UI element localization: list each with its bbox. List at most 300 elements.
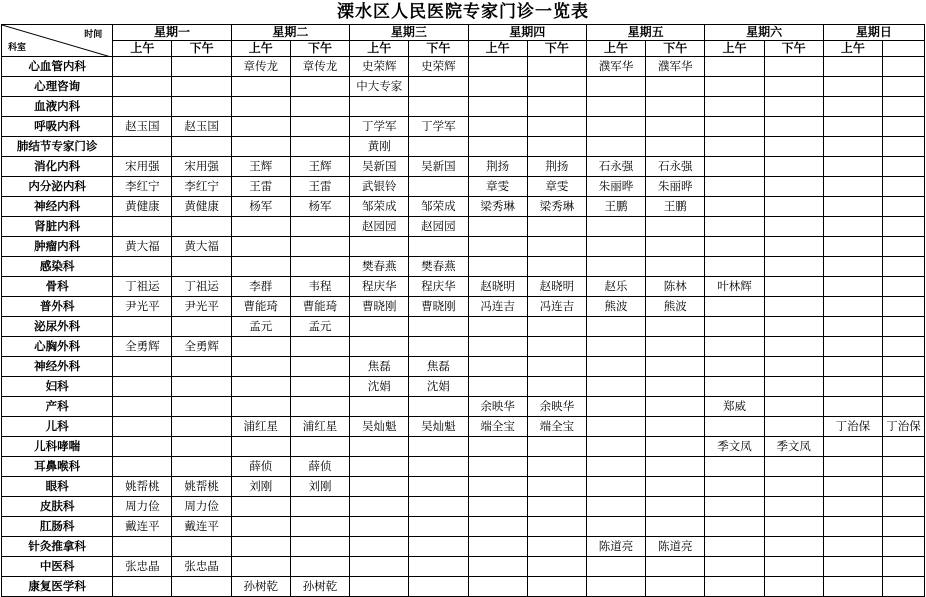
doctor-cell bbox=[468, 257, 527, 277]
doctor-cell bbox=[113, 137, 172, 157]
doctor-cell bbox=[586, 457, 645, 477]
doctor-cell bbox=[764, 337, 823, 357]
doctor-cell bbox=[290, 77, 349, 97]
doctor-cell: 吴灿魁 bbox=[409, 417, 468, 437]
department-name: 血液内科 bbox=[2, 97, 113, 117]
doctor-cell bbox=[409, 77, 468, 97]
doctor-cell bbox=[409, 437, 468, 457]
doctor-cell bbox=[646, 337, 705, 357]
doctor-cell: 孟元 bbox=[231, 317, 290, 337]
doctor-cell bbox=[231, 257, 290, 277]
doctor-cell bbox=[409, 237, 468, 257]
table-row bbox=[2, 157, 925, 177]
doctor-cell bbox=[764, 237, 823, 257]
doctor-cell bbox=[705, 577, 764, 597]
doctor-cell bbox=[764, 557, 823, 577]
doctor-cell bbox=[231, 117, 290, 137]
department-name: 耳鼻喉科 bbox=[2, 457, 113, 477]
department-name: 中医科 bbox=[2, 557, 113, 577]
doctor-cell bbox=[172, 137, 231, 157]
doctor-cell bbox=[468, 377, 527, 397]
doctor-cell bbox=[823, 257, 882, 277]
day-header-row bbox=[2, 25, 925, 41]
halfday-header-cell: 下午 bbox=[409, 41, 468, 57]
doctor-cell bbox=[290, 117, 349, 137]
doctor-cell bbox=[350, 97, 409, 117]
doctor-cell bbox=[113, 397, 172, 417]
doctor-cell bbox=[290, 97, 349, 117]
doctor-cell: 章雯 bbox=[527, 177, 586, 197]
doctor-cell bbox=[113, 377, 172, 397]
doctor-cell bbox=[764, 197, 823, 217]
doctor-cell bbox=[409, 457, 468, 477]
doctor-cell bbox=[586, 417, 645, 437]
day-saturday: 星期六 bbox=[705, 25, 823, 41]
doctor-cell bbox=[231, 77, 290, 97]
doctor-cell: 宋用强 bbox=[172, 157, 231, 177]
doctor-cell bbox=[350, 537, 409, 557]
department-name: 心血管内科 bbox=[2, 57, 113, 77]
doctor-cell bbox=[705, 77, 764, 97]
doctor-cell bbox=[527, 477, 586, 497]
doctor-cell: 吴新国 bbox=[409, 157, 468, 177]
doctor-cell bbox=[646, 97, 705, 117]
doctor-cell: 李群 bbox=[231, 277, 290, 297]
doctor-cell: 薛侦 bbox=[290, 457, 349, 477]
doctor-cell bbox=[586, 437, 645, 457]
doctor-cell bbox=[646, 417, 705, 437]
doctor-cell: 黄大福 bbox=[172, 237, 231, 257]
doctor-cell bbox=[705, 537, 764, 557]
doctor-cell bbox=[172, 217, 231, 237]
doctor-cell: 余映华 bbox=[468, 397, 527, 417]
doctor-cell bbox=[823, 377, 882, 397]
doctor-cell bbox=[764, 157, 823, 177]
doctor-cell bbox=[409, 537, 468, 557]
doctor-cell bbox=[586, 317, 645, 337]
doctor-cell bbox=[172, 437, 231, 457]
table-row bbox=[2, 397, 925, 417]
doctor-cell bbox=[468, 57, 527, 77]
doctor-cell bbox=[409, 137, 468, 157]
doctor-cell: 吴灿魁 bbox=[350, 417, 409, 437]
doctor-cell bbox=[646, 457, 705, 477]
schedule-table bbox=[1, 24, 925, 597]
doctor-cell bbox=[468, 437, 527, 457]
doctor-cell: 黄刚 bbox=[350, 137, 409, 157]
doctor-cell bbox=[823, 437, 882, 457]
doctor-cell bbox=[764, 77, 823, 97]
doctor-cell bbox=[409, 517, 468, 537]
doctor-cell: 黄健康 bbox=[113, 197, 172, 217]
doctor-cell bbox=[823, 237, 882, 257]
doctor-cell bbox=[586, 577, 645, 597]
doctor-cell: 王鹏 bbox=[646, 197, 705, 217]
doctor-cell bbox=[231, 517, 290, 537]
doctor-cell: 张忠晶 bbox=[172, 557, 231, 577]
doctor-cell bbox=[290, 137, 349, 157]
doctor-cell bbox=[823, 97, 882, 117]
doctor-cell bbox=[823, 337, 882, 357]
department-name: 眼科 bbox=[2, 477, 113, 497]
doctor-cell: 孙树乾 bbox=[290, 577, 349, 597]
doctor-cell: 陈林 bbox=[646, 277, 705, 297]
doctor-cell bbox=[764, 317, 823, 337]
doctor-cell bbox=[705, 257, 764, 277]
doctor-cell bbox=[883, 497, 925, 517]
halfday-header-cell: 下午 bbox=[290, 41, 349, 57]
department-name: 感染科 bbox=[2, 257, 113, 277]
doctor-cell: 熊波 bbox=[586, 297, 645, 317]
doctor-cell: 樊春燕 bbox=[409, 257, 468, 277]
table-row bbox=[2, 497, 925, 517]
table-row bbox=[2, 377, 925, 397]
doctor-cell bbox=[705, 557, 764, 577]
doctor-cell bbox=[705, 357, 764, 377]
doctor-cell: 韦程 bbox=[290, 277, 349, 297]
doctor-cell: 王辉 bbox=[231, 157, 290, 177]
halfday-header-cell bbox=[883, 41, 925, 57]
doctor-cell bbox=[172, 77, 231, 97]
doctor-cell bbox=[172, 577, 231, 597]
doctor-cell: 季文凤 bbox=[705, 437, 764, 457]
doctor-cell bbox=[113, 217, 172, 237]
doctor-cell bbox=[113, 357, 172, 377]
doctor-cell bbox=[409, 397, 468, 417]
table-row bbox=[2, 357, 925, 377]
doctor-cell bbox=[231, 377, 290, 397]
doctor-cell: 浦红星 bbox=[290, 417, 349, 437]
doctor-cell: 程庆华 bbox=[350, 277, 409, 297]
doctor-cell: 程庆华 bbox=[409, 277, 468, 297]
department-name: 肾脏内科 bbox=[2, 217, 113, 237]
doctor-cell: 尹光平 bbox=[172, 297, 231, 317]
day-monday: 星期一 bbox=[113, 25, 231, 41]
doctor-cell bbox=[764, 277, 823, 297]
doctor-cell: 曹晓刚 bbox=[350, 297, 409, 317]
doctor-cell bbox=[231, 437, 290, 457]
doctor-cell bbox=[586, 137, 645, 157]
doctor-cell bbox=[172, 537, 231, 557]
doctor-cell bbox=[764, 57, 823, 77]
doctor-cell bbox=[883, 437, 925, 457]
halfday-header-cell: 上午 bbox=[468, 41, 527, 57]
doctor-cell: 梁秀琳 bbox=[468, 197, 527, 217]
doctor-cell: 孟元 bbox=[290, 317, 349, 337]
table-row bbox=[2, 457, 925, 477]
doctor-cell bbox=[409, 177, 468, 197]
doctor-cell bbox=[113, 537, 172, 557]
department-name: 妇科 bbox=[2, 377, 113, 397]
doctor-cell bbox=[231, 537, 290, 557]
table-row bbox=[2, 237, 925, 257]
doctor-cell bbox=[764, 257, 823, 277]
doctor-cell bbox=[231, 137, 290, 157]
day-sunday: 星期日 bbox=[823, 25, 924, 41]
day-tuesday: 星期二 bbox=[231, 25, 349, 41]
table-row bbox=[2, 317, 925, 337]
doctor-cell bbox=[527, 557, 586, 577]
doctor-cell bbox=[883, 557, 925, 577]
doctor-cell: 章传龙 bbox=[290, 57, 349, 77]
doctor-cell bbox=[468, 237, 527, 257]
department-name: 神经外科 bbox=[2, 357, 113, 377]
department-name: 内分泌内科 bbox=[2, 177, 113, 197]
doctor-cell bbox=[646, 317, 705, 337]
department-name: 肺结节专家门诊 bbox=[2, 137, 113, 157]
doctor-cell bbox=[290, 357, 349, 377]
doctor-cell bbox=[823, 477, 882, 497]
doctor-cell bbox=[527, 77, 586, 97]
department-name: 心理咨询 bbox=[2, 77, 113, 97]
doctor-cell bbox=[350, 477, 409, 497]
doctor-cell bbox=[586, 397, 645, 417]
doctor-cell bbox=[883, 177, 925, 197]
doctor-cell: 冯连吉 bbox=[468, 297, 527, 317]
doctor-cell bbox=[409, 577, 468, 597]
doctor-cell: 杨军 bbox=[231, 197, 290, 217]
table-row bbox=[2, 417, 925, 437]
doctor-cell bbox=[350, 457, 409, 477]
doctor-cell bbox=[586, 217, 645, 237]
doctor-cell bbox=[290, 517, 349, 537]
doctor-cell: 荆扬 bbox=[468, 157, 527, 177]
doctor-cell bbox=[468, 337, 527, 357]
doctor-cell bbox=[172, 257, 231, 277]
doctor-cell: 赵玉国 bbox=[172, 117, 231, 137]
doctor-cell bbox=[468, 577, 527, 597]
doctor-cell: 王雷 bbox=[231, 177, 290, 197]
doctor-cell bbox=[350, 317, 409, 337]
doctor-cell bbox=[883, 457, 925, 477]
doctor-cell bbox=[646, 497, 705, 517]
doctor-cell bbox=[764, 357, 823, 377]
doctor-cell: 丁学军 bbox=[350, 117, 409, 137]
doctor-cell bbox=[113, 437, 172, 457]
doctor-cell: 焦磊 bbox=[350, 357, 409, 377]
doctor-cell bbox=[290, 537, 349, 557]
doctor-cell bbox=[468, 97, 527, 117]
doctor-cell bbox=[350, 337, 409, 357]
doctor-cell bbox=[764, 477, 823, 497]
doctor-cell bbox=[823, 57, 882, 77]
doctor-cell bbox=[823, 297, 882, 317]
doctor-cell bbox=[586, 557, 645, 577]
day-thursday: 星期四 bbox=[468, 25, 586, 41]
doctor-cell: 赵园园 bbox=[350, 217, 409, 237]
halfday-header-cell: 上午 bbox=[823, 41, 882, 57]
doctor-cell bbox=[350, 497, 409, 517]
table-row bbox=[2, 197, 925, 217]
doctor-cell bbox=[350, 237, 409, 257]
doctor-cell bbox=[705, 317, 764, 337]
table-row bbox=[2, 77, 925, 97]
doctor-cell bbox=[468, 77, 527, 97]
doctor-cell bbox=[646, 217, 705, 237]
doctor-cell bbox=[290, 397, 349, 417]
doctor-cell bbox=[586, 97, 645, 117]
doctor-cell bbox=[883, 97, 925, 117]
doctor-cell bbox=[290, 337, 349, 357]
doctor-cell: 史荣辉 bbox=[409, 57, 468, 77]
doctor-cell bbox=[764, 577, 823, 597]
doctor-cell bbox=[705, 217, 764, 237]
doctor-cell bbox=[646, 77, 705, 97]
doctor-cell bbox=[586, 357, 645, 377]
doctor-cell bbox=[705, 157, 764, 177]
table-row bbox=[2, 277, 925, 297]
doctor-cell bbox=[527, 437, 586, 457]
doctor-cell bbox=[113, 257, 172, 277]
doctor-cell: 荆扬 bbox=[527, 157, 586, 177]
doctor-cell: 周力俭 bbox=[113, 497, 172, 517]
department-name: 神经内科 bbox=[2, 197, 113, 217]
doctor-cell bbox=[527, 457, 586, 477]
doctor-cell bbox=[823, 577, 882, 597]
doctor-cell bbox=[586, 77, 645, 97]
doctor-cell bbox=[646, 117, 705, 137]
doctor-cell bbox=[705, 297, 764, 317]
doctor-cell: 杨军 bbox=[290, 197, 349, 217]
doctor-cell: 沈娟 bbox=[350, 377, 409, 397]
department-name: 儿科哮喘 bbox=[2, 437, 113, 457]
halfday-header-cell: 上午 bbox=[705, 41, 764, 57]
doctor-cell bbox=[409, 337, 468, 357]
doctor-cell: 丁治保 bbox=[823, 417, 882, 437]
doctor-cell bbox=[231, 497, 290, 517]
doctor-cell bbox=[764, 97, 823, 117]
doctor-cell bbox=[705, 457, 764, 477]
doctor-cell: 濮军华 bbox=[646, 57, 705, 77]
doctor-cell bbox=[586, 237, 645, 257]
halfday-header-cell: 上午 bbox=[113, 41, 172, 57]
doctor-cell: 丁祖运 bbox=[113, 277, 172, 297]
doctor-cell bbox=[823, 157, 882, 177]
doctor-cell bbox=[350, 557, 409, 577]
doctor-cell bbox=[290, 217, 349, 237]
department-name: 普外科 bbox=[2, 297, 113, 317]
doctor-cell bbox=[646, 377, 705, 397]
doctor-cell bbox=[113, 317, 172, 337]
doctor-cell: 王雷 bbox=[290, 177, 349, 197]
department-name: 产科 bbox=[2, 397, 113, 417]
doctor-cell bbox=[705, 177, 764, 197]
doctor-cell bbox=[883, 57, 925, 77]
doctor-cell bbox=[646, 517, 705, 537]
doctor-cell bbox=[350, 437, 409, 457]
doctor-cell bbox=[646, 397, 705, 417]
doctor-cell bbox=[527, 137, 586, 157]
table-row bbox=[2, 177, 925, 197]
doctor-cell bbox=[231, 357, 290, 377]
doctor-cell bbox=[705, 377, 764, 397]
doctor-cell bbox=[705, 477, 764, 497]
doctor-cell: 赵乐 bbox=[586, 277, 645, 297]
table-row bbox=[2, 517, 925, 537]
doctor-cell bbox=[468, 357, 527, 377]
doctor-cell: 刘刚 bbox=[231, 477, 290, 497]
department-name: 皮肤科 bbox=[2, 497, 113, 517]
table-row bbox=[2, 577, 925, 597]
doctor-cell bbox=[883, 537, 925, 557]
page-title: 溧水区人民医院专家门诊一览表 bbox=[337, 2, 589, 22]
doctor-cell: 浦红星 bbox=[231, 417, 290, 437]
halfday-header-cell: 下午 bbox=[527, 41, 586, 57]
doctor-cell bbox=[409, 317, 468, 337]
doctor-cell bbox=[468, 117, 527, 137]
doctor-cell bbox=[823, 277, 882, 297]
corner-header-cell bbox=[2, 25, 113, 57]
doctor-cell: 赵玉国 bbox=[113, 117, 172, 137]
doctor-cell bbox=[586, 477, 645, 497]
doctor-cell: 朱丽晔 bbox=[586, 177, 645, 197]
doctor-cell: 孙树乾 bbox=[231, 577, 290, 597]
doctor-cell: 刘刚 bbox=[290, 477, 349, 497]
doctor-cell: 丁祖运 bbox=[172, 277, 231, 297]
doctor-cell bbox=[883, 477, 925, 497]
doctor-cell bbox=[527, 97, 586, 117]
doctor-cell: 尹光平 bbox=[113, 297, 172, 317]
table-row bbox=[2, 477, 925, 497]
doctor-cell bbox=[823, 517, 882, 537]
doctor-cell: 曹晓刚 bbox=[409, 297, 468, 317]
doctor-cell bbox=[586, 257, 645, 277]
doctor-cell: 黄大福 bbox=[113, 237, 172, 257]
doctor-cell bbox=[646, 357, 705, 377]
doctor-cell bbox=[290, 557, 349, 577]
table-row bbox=[2, 557, 925, 577]
doctor-cell bbox=[527, 517, 586, 537]
doctor-cell bbox=[823, 137, 882, 157]
doctor-cell bbox=[468, 457, 527, 477]
doctor-cell bbox=[113, 97, 172, 117]
doctor-cell: 曹能琦 bbox=[231, 297, 290, 317]
doctor-cell bbox=[527, 117, 586, 137]
doctor-cell bbox=[646, 237, 705, 257]
doctor-cell bbox=[468, 517, 527, 537]
doctor-cell bbox=[113, 457, 172, 477]
doctor-cell bbox=[172, 317, 231, 337]
doctor-cell bbox=[468, 497, 527, 517]
doctor-cell: 薛侦 bbox=[231, 457, 290, 477]
doctor-cell bbox=[705, 57, 764, 77]
doctor-cell bbox=[823, 77, 882, 97]
doctor-cell bbox=[527, 377, 586, 397]
doctor-cell bbox=[883, 137, 925, 157]
doctor-cell bbox=[883, 297, 925, 317]
doctor-cell bbox=[409, 477, 468, 497]
doctor-cell bbox=[823, 557, 882, 577]
doctor-cell bbox=[172, 357, 231, 377]
doctor-cell: 叶林辉 bbox=[705, 277, 764, 297]
doctor-cell bbox=[883, 517, 925, 537]
doctor-cell bbox=[468, 137, 527, 157]
doctor-cell bbox=[764, 177, 823, 197]
table-row bbox=[2, 137, 925, 157]
doctor-cell: 焦磊 bbox=[409, 357, 468, 377]
doctor-cell bbox=[527, 237, 586, 257]
doctor-cell bbox=[586, 497, 645, 517]
day-wednesday: 星期三 bbox=[350, 25, 468, 41]
doctor-cell bbox=[646, 577, 705, 597]
doctor-cell bbox=[764, 377, 823, 397]
doctor-cell: 沈娟 bbox=[409, 377, 468, 397]
doctor-cell bbox=[527, 317, 586, 337]
doctor-cell bbox=[231, 217, 290, 237]
doctor-cell bbox=[764, 217, 823, 237]
doctor-cell bbox=[409, 97, 468, 117]
doctor-cell bbox=[527, 577, 586, 597]
